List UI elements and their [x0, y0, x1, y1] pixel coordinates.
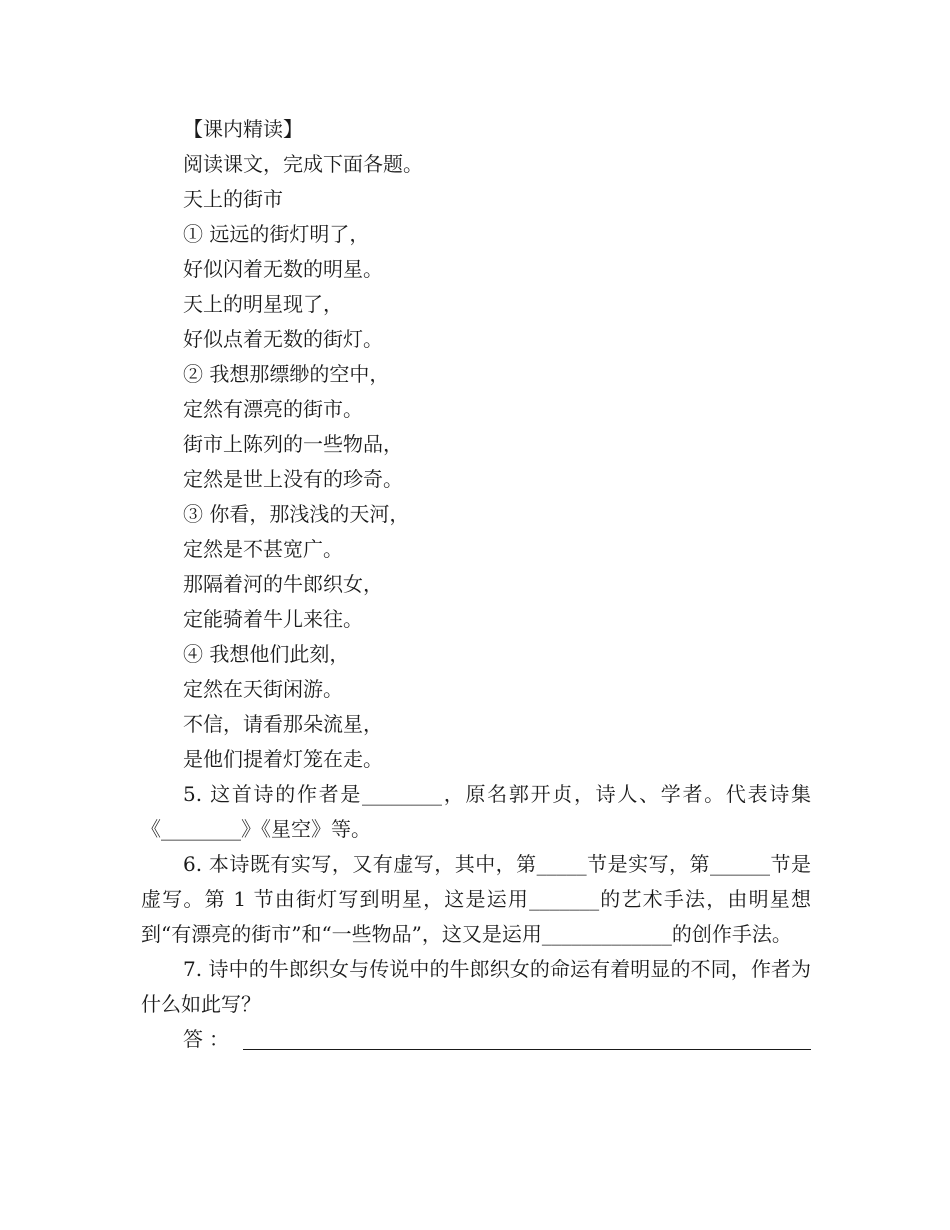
- answer-label: 答：: [183, 1027, 235, 1051]
- poem-line: 定然在天街闲游。: [183, 677, 343, 701]
- poem-line: 街市上陈列的一些物品，: [183, 432, 403, 456]
- poem-line: 天上的明星现了，: [183, 292, 343, 316]
- document-content: [141, 112, 811, 1057]
- question-5: 5. 这首诗的作者是________，原名郭开贞，诗人、学者。代表诗集《________》《星空》等。: [141, 782, 811, 841]
- answer-blank-line[interactable]: [243, 1048, 811, 1050]
- poem-line: 是他们提着灯笼在走。: [183, 747, 383, 771]
- poem-line: 定然是世上没有的珍奇。: [183, 467, 403, 491]
- poem-line: 定然有漂亮的街市。: [183, 397, 363, 421]
- poem-line: 定能骑着牛儿来往。: [183, 607, 363, 631]
- poem-line: ② 我想那缥缈的空中，: [183, 362, 390, 386]
- question-6: 6. 本诗既有实写，又有虚写，其中，第_____节是实写，第______节是虚写。第 1 节由街灯写到明星，这是运用_______的艺术手法，由明星想到“有漂亮的街市”和“一些物品”，这又是运用_____________的创作手法。: [141, 852, 811, 946]
- poem-line: ④ 我想他们此刻，: [183, 642, 350, 666]
- question-7: 7. 诗中的牛郎织女与传说中的牛郎织女的命运有着明显的不同，作者为什么如此写？: [141, 957, 811, 1016]
- poem-body: [141, 217, 811, 777]
- instruction-text: 阅读课文，完成下面各题。: [183, 152, 423, 176]
- poem-line: 不信，请看那朵流星，: [183, 712, 383, 736]
- section-header: 【课内精读】: [183, 117, 303, 141]
- poem-line: ③ 你看，那浅浅的天河，: [183, 502, 410, 526]
- poem-line: 好似点着无数的街灯。: [183, 327, 383, 351]
- poem-title: 天上的街市: [183, 187, 283, 211]
- answer-row: [141, 1022, 811, 1057]
- poem-line: ① 远远的街灯明了，: [183, 222, 370, 246]
- poem-line: 定然是不甚宽广。: [183, 537, 343, 561]
- poem-line: 那隔着河的牛郎织女，: [183, 572, 383, 596]
- poem-line: 好似闪着无数的明星。: [183, 257, 383, 281]
